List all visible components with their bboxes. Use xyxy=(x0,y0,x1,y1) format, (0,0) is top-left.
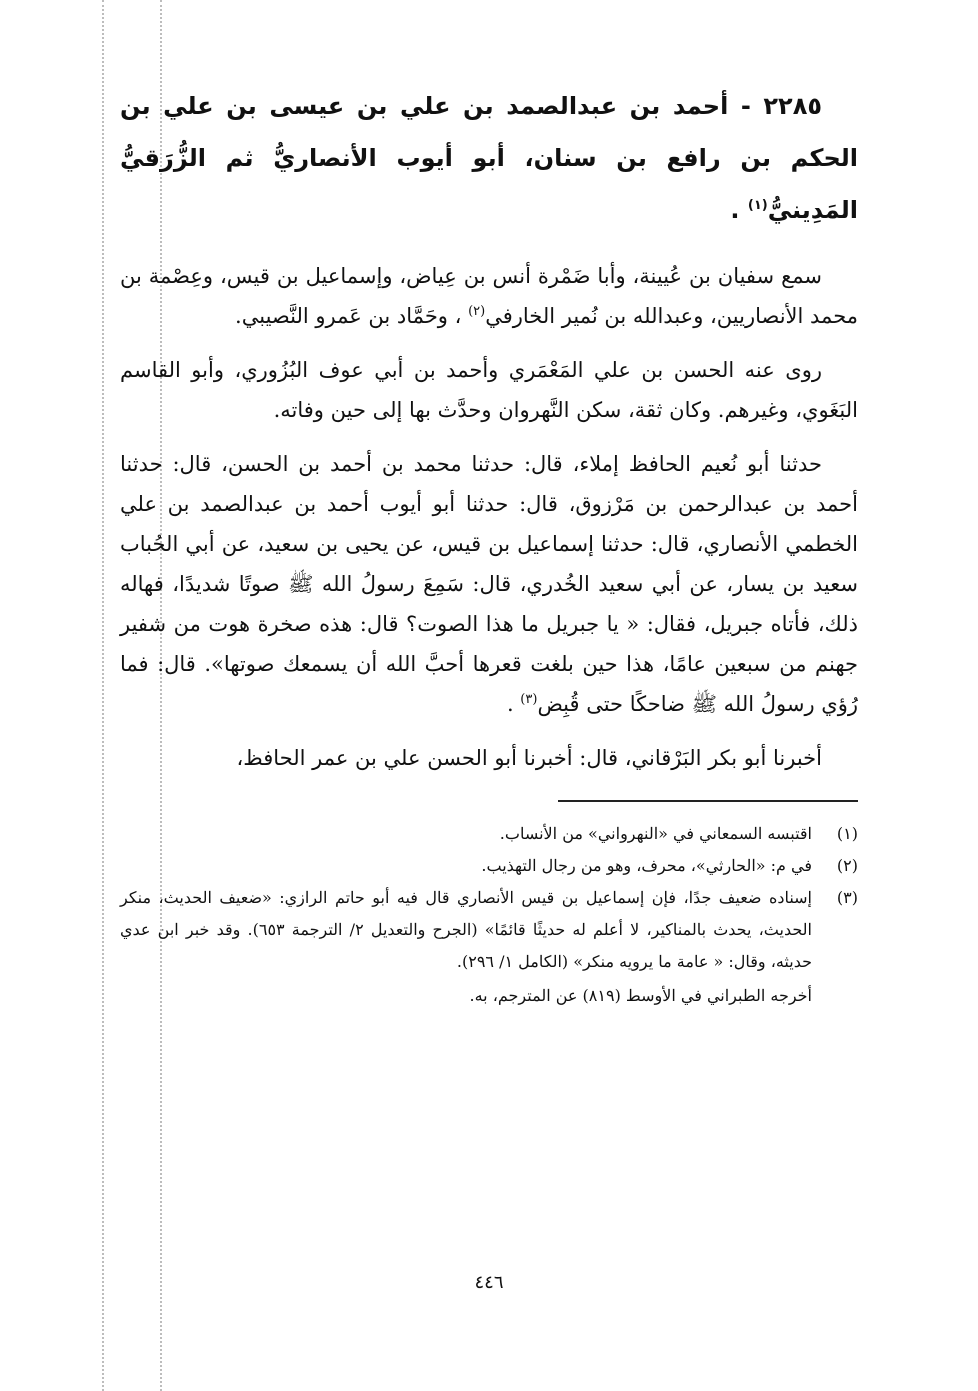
entry-heading: ٢٢٨٥ - أحمد بن عبدالصمد بن علي بن عيسى بن علي بن الحكم بن رافع بن سنان، أبو أيوب الأنصاريُّ ثم الزُّرَقيُّ المَدِينيُّ$^{(١)}$ . xyxy=(120,92,858,224)
footnote-3 xyxy=(120,882,858,978)
footnote-text: اقتبسه السمعاني في «النهرواني» من الأنساب. xyxy=(499,824,812,843)
footnote-ref-2: (٢) xyxy=(468,304,486,319)
footnote-number: (٣) xyxy=(836,888,858,907)
footnote-1 xyxy=(120,818,858,850)
footnote-number: (١) xyxy=(836,824,858,843)
footnote-text: في م: «الحارثي»، محرف، وهو من رجال التهذيب. xyxy=(481,856,812,875)
footnote-ref-1: (١) xyxy=(747,198,768,213)
scan-margin-dots-left xyxy=(102,0,104,1391)
footnote-ref-3: (٣) xyxy=(520,692,538,707)
main-text xyxy=(120,80,858,1012)
footnote-separator xyxy=(558,800,858,802)
paragraph-isnad: أخبرنا أبو بكر البَرْقاني، قال: أخبرنا أبو الحسن علي بن عمر الحافظ، xyxy=(236,746,822,770)
footnotes xyxy=(120,818,858,1012)
page-number: ٤٤٦ xyxy=(474,1272,504,1293)
footnote-number: (٢) xyxy=(836,856,858,875)
footnote-3-continuation: أخرجه الطبراني في الأوسط (٨١٩) عن المترجم، به. xyxy=(469,986,812,1005)
paragraph-students: روى عنه الحسن بن علي المَعْمَري وأحمد بن أبي عوف البُزُوري، وأبو القاسم البَغَوي، وغيرهم. وكان ثقة، سكن النَّهروان وحدَّث بها إلى حين وفاته. xyxy=(120,358,858,422)
paragraph-teachers: سمع سفيان بن عُيينة، وأبا ضَمْرة أنس بن عِياض، وإسماعيل بن قيس، وعِصْمة بن محمد الأنصاريين، وعبدالله بن نُمير الخارفي$^{(٢)}$ ، وحَمَّاد بن عَمرو النَّصيبي. xyxy=(120,264,858,328)
footnote-2 xyxy=(120,850,858,882)
paragraph-hadith: حدثنا أبو نُعيم الحافظ إملاء، قال: حدثنا محمد بن أحمد بن الحسن، قال: حدثنا أحمد بن عبدالرحمن بن مَرْزوق، قال: حدثنا أبو أيوب أحمد بن عبدالصمد بن علي الخطمي الأنصاري، قال: حدثنا إسماعيل بن قيس، عن يحيى بن سعيد، عن أبي الحُباب سعيد بن يسار، عن أبي سعيد الخُدري، قال: سَمِعَ رسولُ الله ﷺ صوتًا شديدًا، فهاله ذلك، فأتاه جبريل، فقال: « يا جبريل ما هذا الصوت؟ قال: هذه صخرة هوت من شفير جهنم من سبعين عامًا، هذا حين بلغت قعرها أحبَّ الله أن يسمعك صوتها». قال: فما رُؤي رسولُ الله ﷺ ضاحكًا حتى قُبِض$^{(٣)}$ . xyxy=(120,452,858,716)
footnote-text: إسناده ضعيف جدًا، فإن إسماعيل بن قيس الأنصاري قال فيه أبو حاتم الرازي: «ضعيف الحديث، منكر الحديث، يحدث بالمناكير، لا أعلم له حديثًا قائمًا» (الجرح والتعديل ٢/ الترجمة ٦٥٣). وقد خبر ابن عدي حديثه، وقال: « عامة ما يرويه منكر» (الكامل ١/ ٢٩٦). xyxy=(120,888,812,971)
